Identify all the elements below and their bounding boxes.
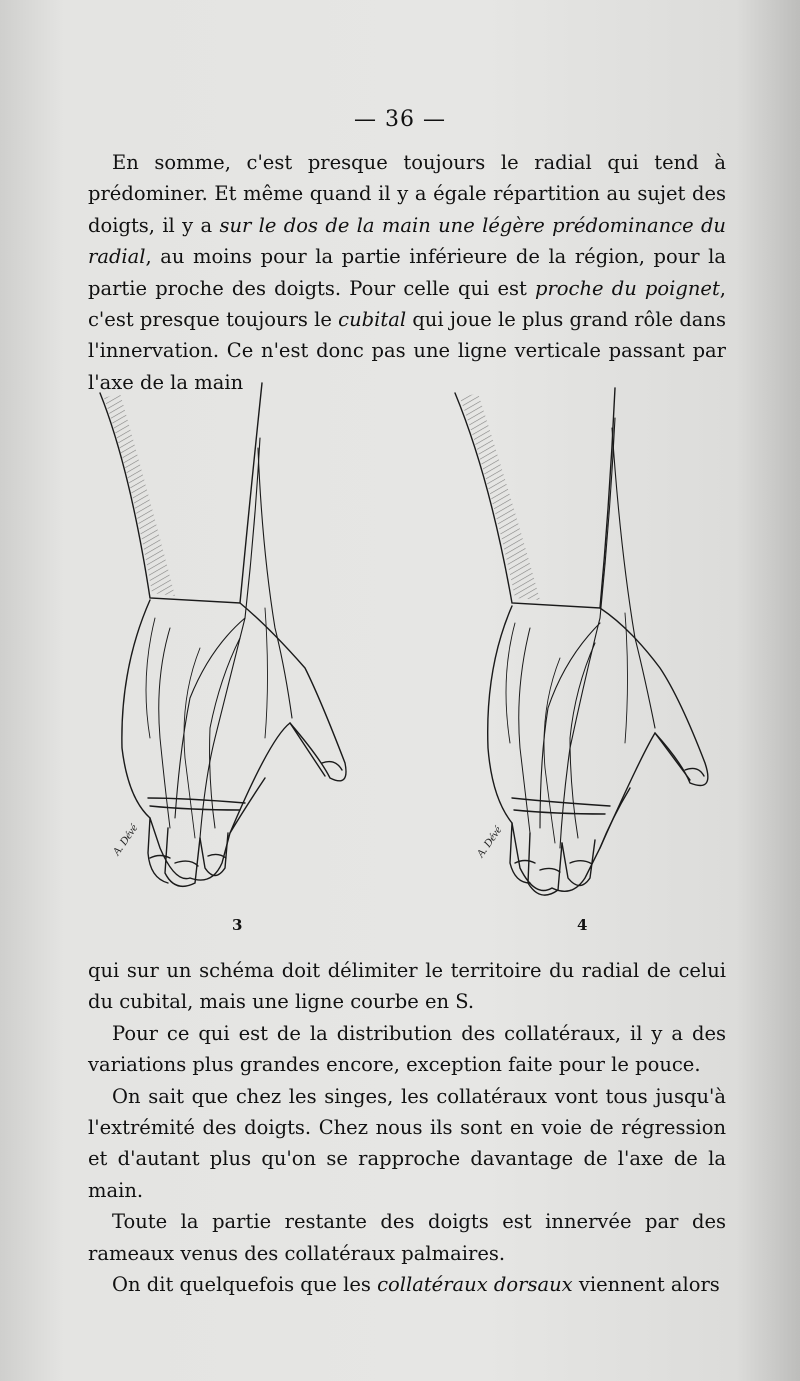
figure-label-4: 4	[577, 916, 588, 934]
bottom-paragraphs	[88, 955, 726, 1300]
hand-figure-4	[455, 388, 708, 895]
italic-span: proche du poignet	[534, 276, 720, 300]
hand-figure-3	[100, 383, 346, 886]
paragraph-partie-restante: Toute la partie restante des doigts est innervée par des rameaux venus des collatéraux palmaires.	[88, 1210, 726, 1265]
signature-figure-4: A. Dévé	[474, 824, 505, 860]
text-span: viennent alors	[572, 1273, 720, 1297]
italic-span: cubital	[338, 308, 407, 332]
top-paragraph	[88, 147, 726, 398]
text-span: , au moins pour la partie inférieure de la région, pour la partie proche des doigts. Pour celle qui est	[88, 245, 726, 300]
hand-illustrations	[0, 378, 800, 948]
text-span: En somme, c'est presque toujours le radial qui tend à prédominer. Et même quand il y a égale répartition au sujet des doigts, il y a	[88, 151, 726, 237]
page-number: — 36 —	[354, 107, 446, 132]
italic-span: collatéraux dorsaux	[377, 1273, 573, 1297]
text-span: On dit quelquefois que les	[112, 1273, 378, 1297]
paragraph-collaterals: Pour ce qui est de la distribution des collatéraux, il y a des variations plus grandes encore, exception faite pour le pouce.	[88, 1021, 726, 1077]
italic-span: sur le dos de la main une légère prédominance du radial	[88, 213, 726, 269]
paragraph-collateraux-dorsaux	[88, 1269, 726, 1300]
text-span: , c'est presque toujours le	[88, 276, 726, 332]
paragraph-continuation: qui sur un schéma doit délimiter le territoire du radial de celui du cubital, mais une ligne courbe en S.	[88, 959, 726, 1014]
hand-drawings-svg	[0, 378, 800, 948]
figure-label-3: 3	[232, 916, 243, 934]
signature-figure-3: A. Dévé	[110, 822, 141, 858]
paragraph-singes: On sait que chez les singes, les collatéraux vont tous jusqu'à l'extrémité des doigts. Chez nous ils sont en voie de régression et d'autant plus qu'on se rapproche davantage de l'axe de la main.	[88, 1084, 726, 1202]
text-span: qui joue le plus grand rôle dans l'innervation. Ce n'est donc pas une ligne verticale passant par l'axe de la main	[88, 308, 726, 394]
